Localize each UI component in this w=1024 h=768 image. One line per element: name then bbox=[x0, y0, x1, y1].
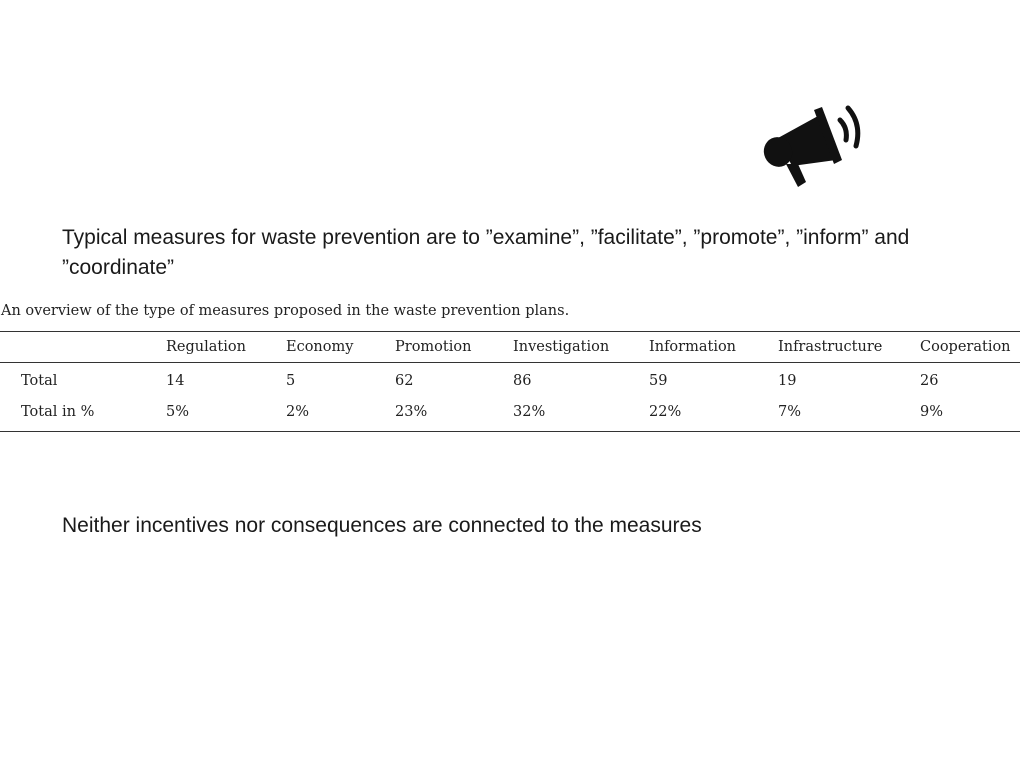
table-cell: 22% bbox=[649, 404, 682, 420]
table-cell: 5% bbox=[166, 404, 190, 420]
table-cell: 14 bbox=[166, 373, 185, 389]
header-cell-regulation: Regulation bbox=[166, 339, 246, 355]
table-row-total-percent bbox=[0, 397, 1020, 432]
table-cell: 23% bbox=[395, 404, 428, 420]
header-cell-infrastructure: Infrastructure bbox=[778, 339, 883, 355]
table-cell: 9% bbox=[920, 404, 944, 420]
header-cell-information: Information bbox=[649, 339, 737, 355]
footer-note: Neither incentives nor consequences are connected to the measures bbox=[62, 514, 702, 537]
measures-table bbox=[0, 331, 1020, 432]
table-cell: 19 bbox=[778, 373, 797, 389]
table-cell: 5 bbox=[286, 373, 296, 389]
header-cell-empty bbox=[0, 332, 166, 363]
measures-table-container bbox=[0, 331, 1020, 432]
table-cell: 62 bbox=[395, 373, 414, 389]
row-label: Total in % bbox=[21, 404, 95, 420]
table-cell: 59 bbox=[649, 373, 668, 389]
table-header-row bbox=[0, 332, 1020, 363]
table-cell: 86 bbox=[513, 373, 532, 389]
megaphone-icon bbox=[756, 98, 868, 190]
header-cell-cooperation: Cooperation bbox=[920, 339, 1011, 355]
table-row-total bbox=[0, 363, 1020, 398]
header-cell-promotion: Promotion bbox=[395, 339, 472, 355]
table-cell: 7% bbox=[778, 404, 802, 420]
table-caption: An overview of the type of measures proposed in the waste prevention plans. bbox=[1, 303, 570, 319]
header-cell-investigation: Investigation bbox=[513, 339, 610, 355]
table-cell: 32% bbox=[513, 404, 546, 420]
table-cell: 26 bbox=[920, 373, 939, 389]
intro-text: Typical measures for waste prevention are to ”examine”, ”facilitate”, ”promote”, ”inform” and ”coordinate” bbox=[62, 226, 910, 279]
header-cell-economy: Economy bbox=[286, 339, 354, 355]
row-label: Total bbox=[21, 373, 58, 389]
table-cell: 2% bbox=[286, 404, 310, 420]
